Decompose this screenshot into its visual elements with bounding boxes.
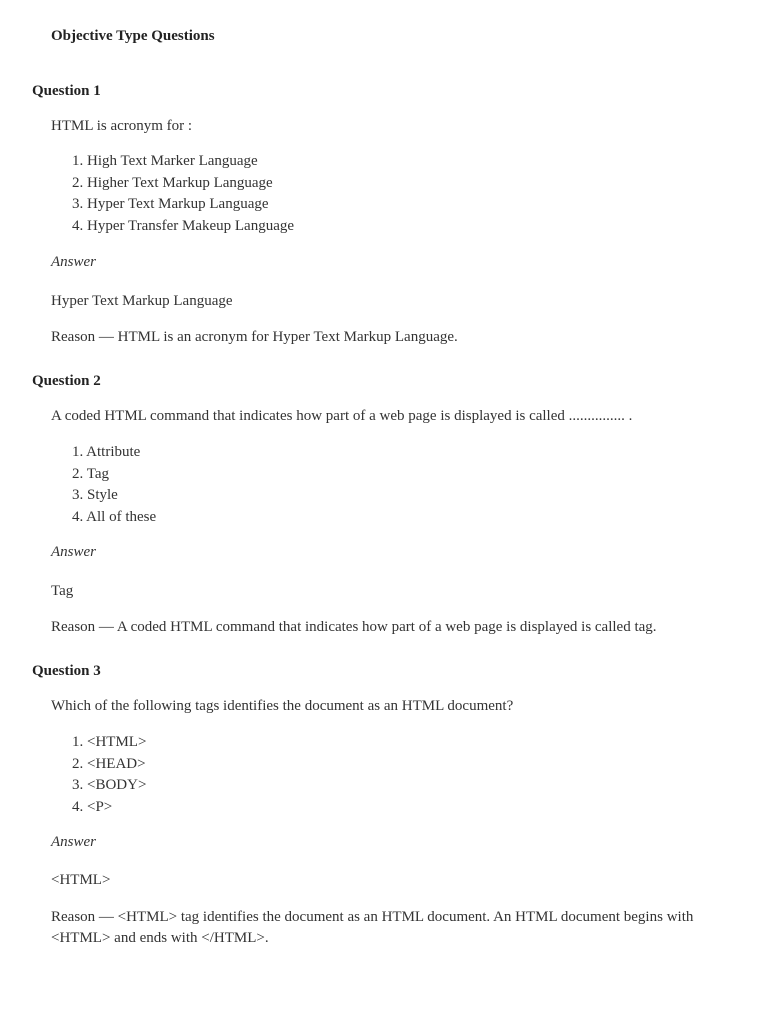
- question-3-reason: Reason — <HTML> tag identifies the document as an HTML document. An HTML document begins with <HTML> and ends with </HTML>.: [51, 909, 694, 946]
- question-1-options: [72, 151, 294, 237]
- option-item: 1. High Text Marker Language: [72, 153, 258, 169]
- question-3-answer: <HTML>: [51, 872, 111, 888]
- page-title: Objective Type Questions: [51, 28, 215, 44]
- question-1-prompt: HTML is acronym for :: [51, 118, 193, 134]
- option-item: 3. Style: [72, 487, 118, 503]
- option-item: 4. <P>: [72, 798, 113, 815]
- question-2-answer-label: Answer: [51, 544, 96, 560]
- option-item: 2. <HEAD>: [72, 755, 146, 772]
- question-2-answer: Tag: [51, 583, 74, 599]
- option-item: 1. Attribute: [72, 444, 141, 460]
- question-2-options: [72, 442, 156, 528]
- question-3-heading: Question 3: [32, 663, 101, 679]
- question-3-prompt: Which of the following tags identifies the document as an HTML document?: [51, 698, 514, 714]
- question-1-reason: Reason — HTML is an acronym for Hyper Text Markup Language.: [51, 329, 458, 345]
- option-item: 4. Hyper Transfer Makeup Language: [72, 217, 295, 234]
- question-3-options: [72, 732, 146, 818]
- question-1-answer-label: Answer: [51, 254, 96, 270]
- option-item: 2. Tag: [72, 465, 110, 482]
- option-item: 3. Hyper Text Markup Language: [72, 196, 269, 212]
- option-item: 4. All of these: [72, 508, 157, 525]
- question-1-heading: Question 1: [32, 83, 101, 99]
- question-2-heading: Question 2: [32, 373, 101, 389]
- question-2-reason: Reason — A coded HTML command that indicates how part of a web page is displayed is called tag.: [51, 619, 657, 635]
- option-item: 1. <HTML>: [72, 734, 147, 750]
- option-item: 3. <BODY>: [72, 777, 147, 793]
- option-item: 2. Higher Text Markup Language: [72, 174, 273, 191]
- question-1-answer: Hyper Text Markup Language: [51, 293, 233, 309]
- question-2-prompt: A coded HTML command that indicates how part of a web page is displayed is called ............... .: [51, 408, 633, 424]
- question-3-answer-label: Answer: [51, 834, 96, 850]
